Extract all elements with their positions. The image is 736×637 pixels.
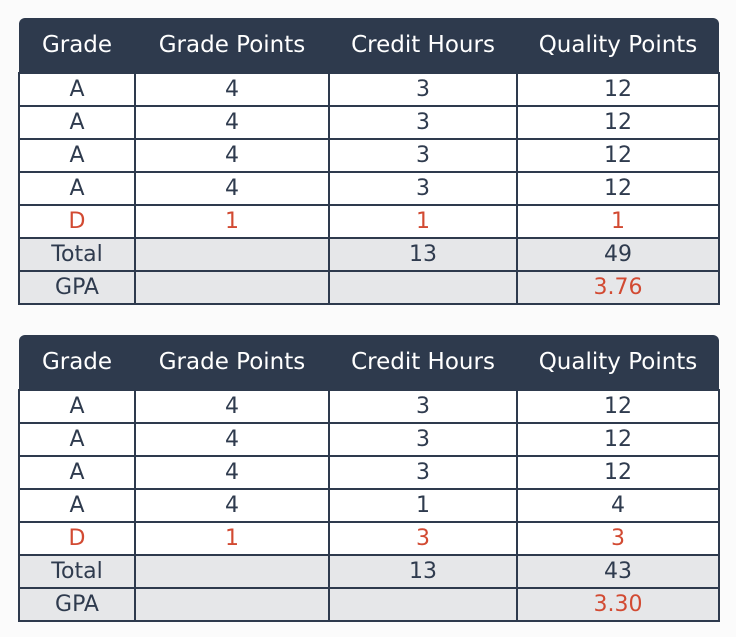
table-row-highlight xyxy=(19,205,719,238)
table-cell: 4 xyxy=(135,106,329,139)
table-cell: 4 xyxy=(135,390,329,423)
table-row xyxy=(19,106,719,139)
table-row xyxy=(19,139,719,172)
total-label: Total xyxy=(19,238,135,271)
table-row xyxy=(19,489,719,522)
total-quality-points: 49 xyxy=(517,238,719,271)
header-cell: Grade xyxy=(19,18,135,73)
table-cell: 1 xyxy=(135,205,329,238)
gpa-row xyxy=(19,271,719,304)
gpa-table-1 xyxy=(18,18,720,305)
table-cell: 12 xyxy=(517,456,719,489)
table-cell: D xyxy=(19,205,135,238)
gpa-row xyxy=(19,588,719,621)
table-cell: 12 xyxy=(517,139,719,172)
table-cell-empty xyxy=(135,588,329,621)
table-cell: 4 xyxy=(135,456,329,489)
table-cell: 12 xyxy=(517,106,719,139)
table-cell-empty xyxy=(329,588,517,621)
header-row xyxy=(19,335,719,390)
header-cell: Credit Hours xyxy=(329,18,517,73)
table-cell: A xyxy=(19,73,135,106)
table-cell: 4 xyxy=(135,423,329,456)
total-credit-hours: 13 xyxy=(329,238,517,271)
table-cell: 3 xyxy=(329,390,517,423)
table-cell-empty xyxy=(329,271,517,304)
table-cell: 3 xyxy=(517,522,719,555)
table-cell: 1 xyxy=(329,205,517,238)
gpa-value: 3.76 xyxy=(517,271,719,304)
table-cell: A xyxy=(19,139,135,172)
table-cell: 4 xyxy=(135,139,329,172)
table-cell-empty xyxy=(135,238,329,271)
gpa-label: GPA xyxy=(19,588,135,621)
table-cell: 3 xyxy=(329,139,517,172)
header-cell: Grade Points xyxy=(135,335,329,390)
total-quality-points: 43 xyxy=(517,555,719,588)
table-row xyxy=(19,456,719,489)
header-cell: Quality Points xyxy=(517,18,719,73)
table-row xyxy=(19,172,719,205)
gpa-table-2 xyxy=(18,335,720,622)
total-row xyxy=(19,238,719,271)
table-row-highlight xyxy=(19,522,719,555)
table-cell: 12 xyxy=(517,73,719,106)
header-cell: Credit Hours xyxy=(329,335,517,390)
table-row xyxy=(19,73,719,106)
table-cell: 12 xyxy=(517,390,719,423)
table-row xyxy=(19,423,719,456)
table-cell: 3 xyxy=(329,106,517,139)
table-cell: A xyxy=(19,390,135,423)
table-cell: 3 xyxy=(329,172,517,205)
table-cell: 4 xyxy=(135,489,329,522)
table-cell: A xyxy=(19,489,135,522)
table-cell: 1 xyxy=(329,489,517,522)
table-cell: 3 xyxy=(329,73,517,106)
header-cell: Quality Points xyxy=(517,335,719,390)
table-cell-empty xyxy=(135,555,329,588)
table-cell: A xyxy=(19,456,135,489)
table-cell: 12 xyxy=(517,172,719,205)
table-row xyxy=(19,390,719,423)
table-cell-empty xyxy=(135,271,329,304)
gpa-label: GPA xyxy=(19,271,135,304)
table-cell: 12 xyxy=(517,423,719,456)
total-label: Total xyxy=(19,555,135,588)
table-cell: 4 xyxy=(135,172,329,205)
table-cell: 3 xyxy=(329,522,517,555)
total-row xyxy=(19,555,719,588)
table-cell: 1 xyxy=(517,205,719,238)
table-cell: 1 xyxy=(135,522,329,555)
header-row xyxy=(19,18,719,73)
table-cell: 4 xyxy=(135,73,329,106)
header-cell: Grade xyxy=(19,335,135,390)
table-cell: D xyxy=(19,522,135,555)
table-cell: 3 xyxy=(329,456,517,489)
table-cell: 3 xyxy=(329,423,517,456)
table-cell: 4 xyxy=(517,489,719,522)
table-cell: A xyxy=(19,423,135,456)
gpa-value: 3.30 xyxy=(517,588,719,621)
table-cell: A xyxy=(19,106,135,139)
total-credit-hours: 13 xyxy=(329,555,517,588)
table-cell: A xyxy=(19,172,135,205)
header-cell: Grade Points xyxy=(135,18,329,73)
